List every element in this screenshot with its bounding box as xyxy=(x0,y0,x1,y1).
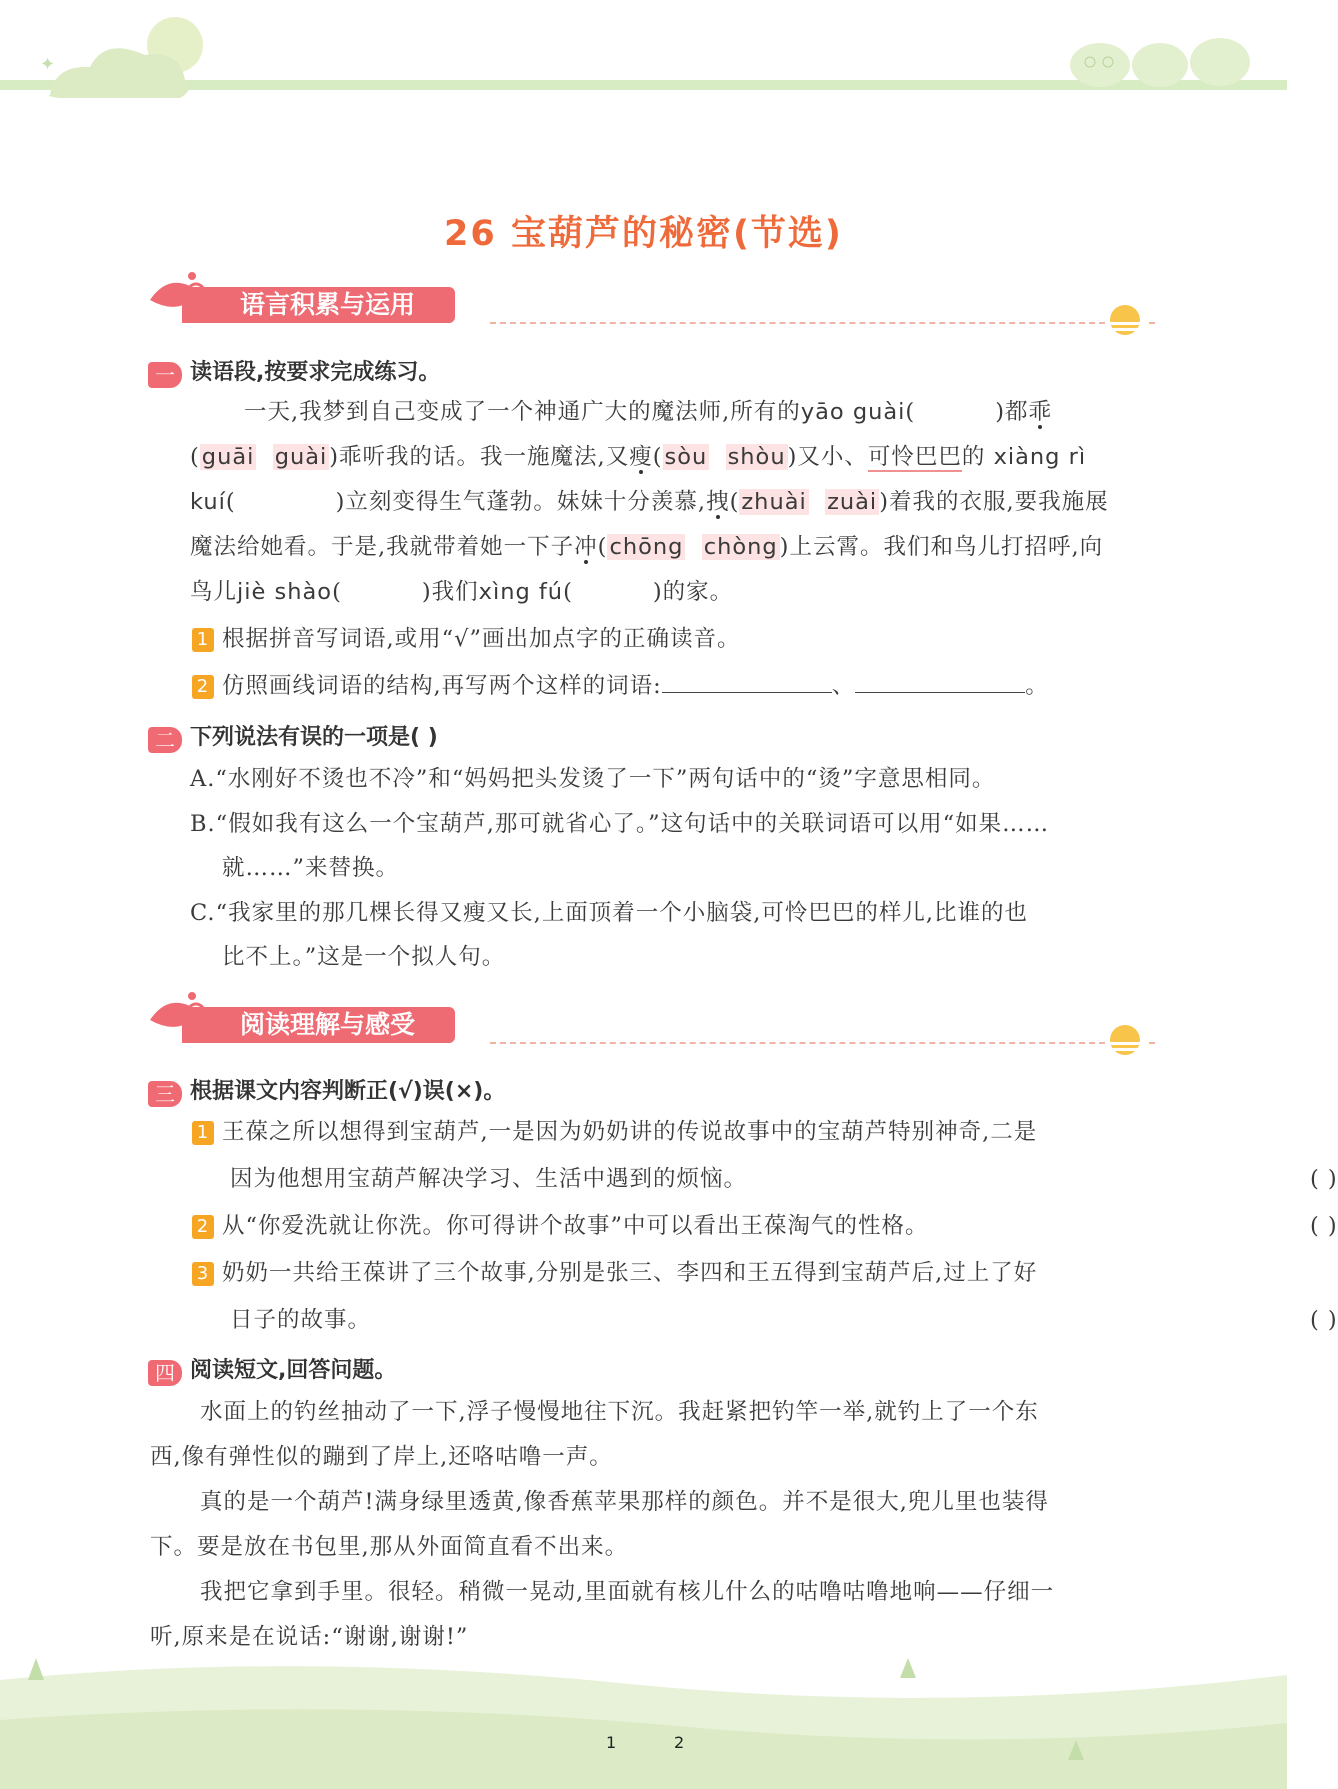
reading-line: 听,原来是在说话:“谢谢,谢谢!” xyxy=(150,1624,469,1650)
question-title: 根据课文内容判断正(√)误(×)。 xyxy=(190,1079,506,1104)
sub-number: 1 xyxy=(192,628,214,652)
option-a[interactable]: A.“水刚好不烫也不冷”和“妈妈把头发烫了一下”两句话中的“烫”字意思相同。 xyxy=(190,766,996,792)
pinyin-option[interactable]: guāi xyxy=(201,444,255,470)
sub-question-1: 1 根据拼音写词语,或用“√”画出加点字的正确读音。 xyxy=(192,617,741,662)
answer-blank[interactable] xyxy=(662,670,832,693)
page-number-left: 1 xyxy=(606,1733,617,1752)
passage-line-3: kuí( )立刻变得生气蓬勃。妹妹十分羡慕,拽(zhuài zuài)着我的衣服,要我施展 xyxy=(190,489,1109,515)
pinyin-option[interactable]: sòu xyxy=(664,444,708,470)
reading-line: 西,像有弹性似的蹦到了岸上,还咯咕噜一声。 xyxy=(150,1444,613,1470)
pinyin-option[interactable]: zuài xyxy=(827,489,878,515)
question-title: 下列说法有误的一项是( ) xyxy=(190,725,438,750)
cloud-sun-decoration xyxy=(20,0,210,110)
passage-line-5: 鸟儿jiè shào( )我们xìng fú( )的家。 xyxy=(190,579,734,605)
underlined-phrase: 可怜巴巴 xyxy=(867,444,962,470)
sunset-icon xyxy=(1100,292,1150,336)
passage-line-2: (guāi guài)乖听我的话。我一施魔法,又瘦(sòu shòu)又小、可怜巴巴的 xiàng rì xyxy=(190,444,1087,470)
pinyin-option[interactable]: shòu xyxy=(727,444,786,470)
answer-paren[interactable]: ( ) xyxy=(1310,1213,1338,1239)
reading-line: 我把它拿到手里。很轻。稍微一晃动,里面就有核儿什么的咕噜咕噜地响——仔细一 xyxy=(200,1579,1055,1605)
pinyin-option[interactable]: zhuài xyxy=(741,489,807,515)
question-2-header xyxy=(148,720,438,753)
judge-item-3: 3 奶奶一共给王葆讲了三个故事,分别是张三、李四和王五得到宝葫芦后,过上了好 xyxy=(192,1251,1037,1296)
section-banner-language: 语言积累与运用 xyxy=(182,287,455,323)
option-b-cont: 就……”来替换。 xyxy=(222,855,400,881)
answer-paren[interactable]: ( ) xyxy=(1310,1166,1338,1192)
question-number: 四 xyxy=(148,1360,182,1386)
question-number: 二 xyxy=(148,727,182,753)
pinyin-option[interactable]: guài xyxy=(274,444,328,470)
pinyin-option[interactable]: chōng xyxy=(609,534,684,560)
sub-number: 2 xyxy=(192,1215,214,1239)
question-number: 三 xyxy=(148,1081,182,1107)
judge-item-1: 1 王葆之所以想得到宝葫芦,一是因为奶奶讲的传说故事中的宝葫芦特别神奇,二是 xyxy=(192,1110,1037,1155)
section-divider xyxy=(490,1042,1155,1044)
passage-line-1: 一天,我梦到自己变成了一个神通广大的魔法师,所有的yāo guài( )都乖 xyxy=(244,399,1052,425)
judge-item-3-cont: 日子的故事。 ( ) xyxy=(230,1298,1170,1343)
judge-item-2: 2 从“你爱洗就让你洗。你可得讲个故事”中可以看出王葆淘气的性格。 ( ) xyxy=(192,1204,1170,1249)
sub-number: 3 xyxy=(192,1262,214,1286)
answer-blank[interactable] xyxy=(855,670,1025,693)
reading-line: 下。要是放在书包里,那从外面简直看不出来。 xyxy=(150,1534,629,1560)
passage-line-4: 魔法给她看。于是,我就带着她一下子冲(chōng chòng)上云霄。我们和鸟儿打招呼,向 xyxy=(190,534,1104,560)
option-c[interactable]: C.“我家里的那几棵长得又瘦又长,上面顶着一个小脑袋,可怜巴巴的样儿,比谁的也 xyxy=(190,900,1029,926)
sub-question-2: 2 仿照画线词语的结构,再写两个这样的词语: 、 。 xyxy=(192,664,1049,709)
question-title: 阅读短文,回答问题。 xyxy=(190,1358,397,1383)
svg-text:✦: ✦ xyxy=(40,54,56,75)
sub-number: 2 xyxy=(192,675,214,699)
animals-decoration xyxy=(1060,20,1260,90)
hills-decoration xyxy=(0,1640,1287,1789)
answer-paren[interactable]: ( ) xyxy=(1310,1307,1338,1333)
question-title: 读语段,按要求完成练习。 xyxy=(190,360,441,385)
option-b[interactable]: B.“假如我有这么一个宝葫芦,那可就省心了。”这句话中的关联词语可以用“如果…… xyxy=(190,811,1050,837)
section-divider xyxy=(490,322,1155,324)
page-number-right: 2 xyxy=(674,1733,685,1752)
question-1-header xyxy=(148,355,440,388)
judge-item-1-cont: 因为他想用宝葫芦解决学习、生活中遇到的烦恼。 ( ) xyxy=(230,1157,1170,1202)
question-3-header xyxy=(148,1074,505,1107)
reading-line: 水面上的钓丝抽动了一下,浮子慢慢地往下沉。我赶紧把钓竿一举,就钓上了一个东 xyxy=(200,1399,1039,1425)
reading-line: 真的是一个葫芦!满身绿里透黄,像香蕉苹果那样的颜色。并不是很大,兜儿里也装得 xyxy=(200,1489,1049,1515)
sub-number: 1 xyxy=(192,1121,214,1145)
question-number: 一 xyxy=(148,362,182,388)
option-c-cont: 比不上。”这是一个拟人句。 xyxy=(222,944,506,970)
section-banner-reading: 阅读理解与感受 xyxy=(182,1007,455,1043)
question-4-header xyxy=(148,1353,396,1386)
page-title: 26 宝葫芦的秘密(节选) xyxy=(444,214,843,254)
pinyin-option[interactable]: chòng xyxy=(703,534,778,560)
sunset-icon xyxy=(1100,1012,1150,1056)
